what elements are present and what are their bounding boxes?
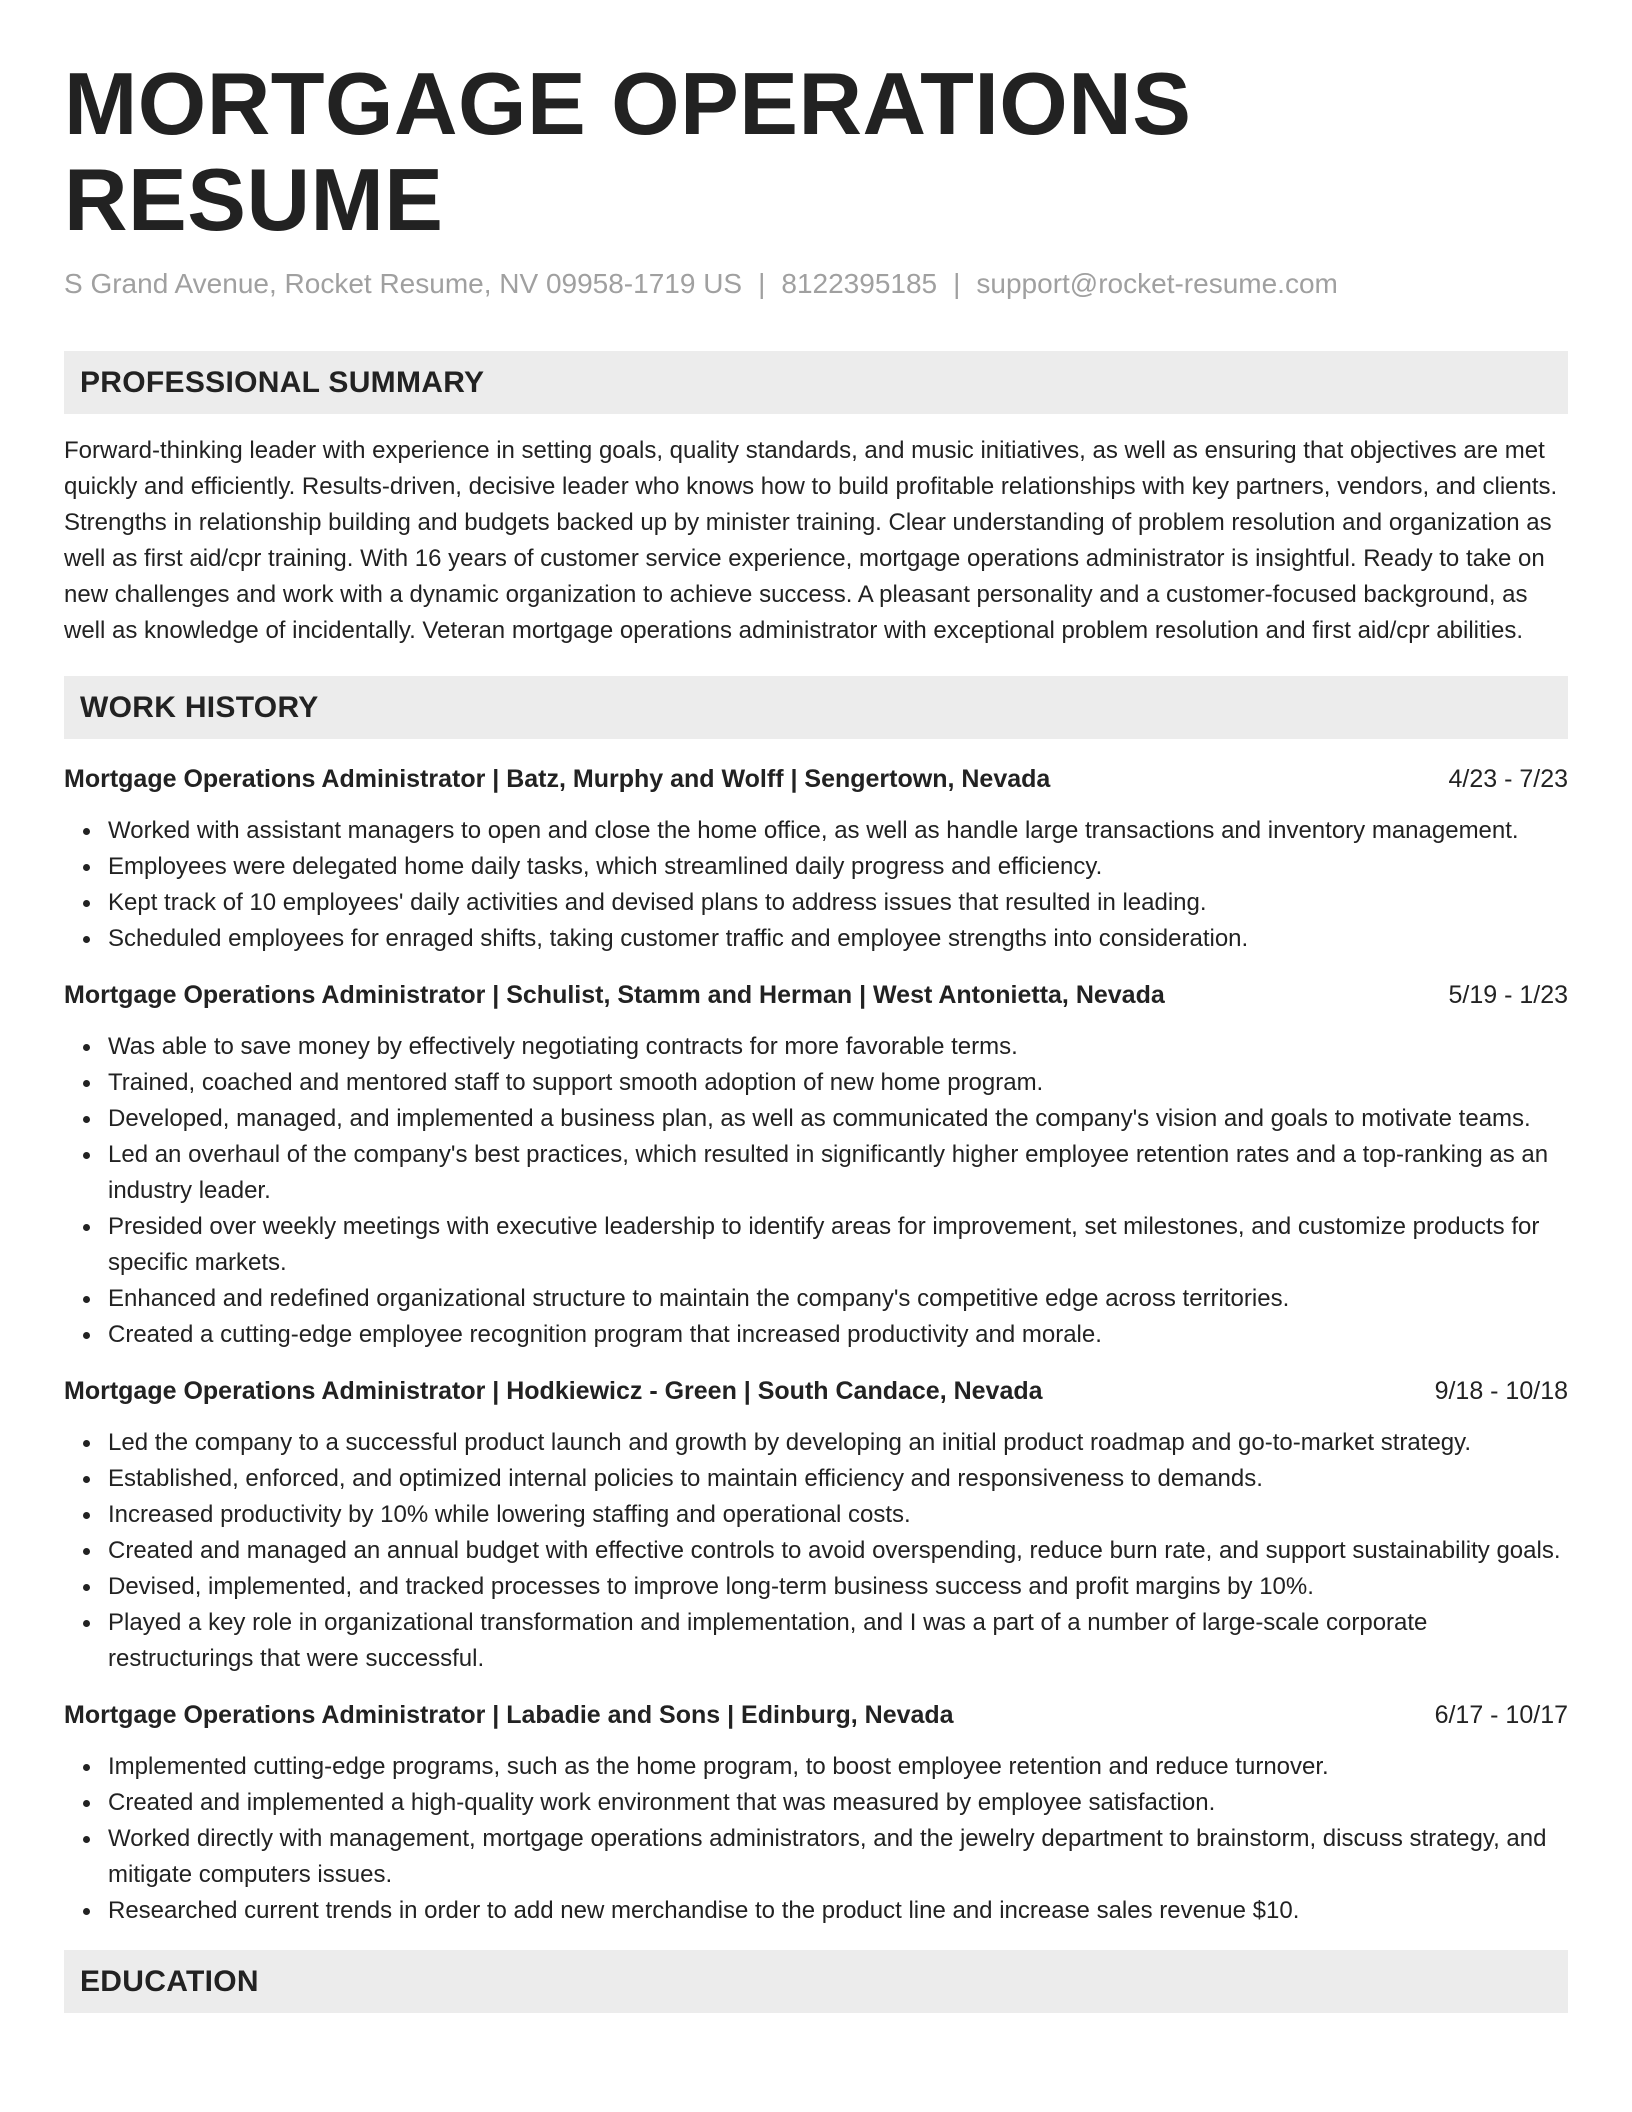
job-dates: 4/23 - 7/23 — [1448, 765, 1568, 793]
job-bullet: Scheduled employees for enraged shifts, taking customer traffic and employee strengths into consideration. — [108, 921, 1568, 957]
contact-address: S Grand Avenue, Rocket Resume, NV 09958-1719 US — [64, 268, 743, 299]
contact-line — [64, 266, 1568, 302]
job-bullet: Played a key role in organizational transformation and implementation, and I was a part of a number of large-scale corporate restructurings that were successful. — [108, 1605, 1568, 1677]
resume-title: MORTGAGE OPERATIONS RESUME — [64, 54, 1192, 249]
job-bullet: Was able to save money by effectively negotiating contracts for more favorable terms. — [108, 1029, 1568, 1065]
section-header-work-history: WORK HISTORY — [64, 676, 1568, 739]
job-bullets — [64, 813, 1568, 957]
job-bullet: Developed, managed, and implemented a business plan, as well as communicated the company's vision and goals to motivate teams. — [108, 1101, 1568, 1137]
summary-text: Forward-thinking leader with experience in setting goals, quality standards, and music initiatives, as well as ensuring that objectives are met quickly and efficiently. Results-driven, decisive leader who knows how to build profitable relationships with key partners, vendors, and clients. Strengths in relationship building and budgets backed up by minister training. Clear understanding of problem resolution and organization as well as first aid/cpr training. With 16 years of customer service experience, mortgage operations administrator is insightful. Ready to take on new challenges and work with a dynamic organization to achieve success. A pleasant personality and a customer-focused background, as well as knowledge of incidentally. Veteran mortgage operations administrator with exceptional problem resolution and first aid/cpr abilities. — [64, 437, 1558, 644]
job-bullet: Increased productivity by 10% while lowering staffing and operational costs. — [108, 1497, 1568, 1533]
job-entry — [64, 977, 1568, 1353]
job-entry — [64, 1697, 1568, 1929]
job-bullets — [64, 1749, 1568, 1929]
job-header — [64, 761, 1568, 797]
job-title: Mortgage Operations Administrator | Hodkiewicz - Green | South Candace, Nevada — [64, 1377, 1043, 1405]
contact-separator: | — [953, 268, 961, 299]
job-bullet: Led the company to a successful product launch and growth by developing an initial product roadmap and go-to-market strategy. — [108, 1425, 1568, 1461]
job-bullet: Worked directly with management, mortgage operations administrators, and the jewelry department to brainstorm, discuss strategy, and mitigate computers issues. — [108, 1821, 1568, 1893]
contact-separator: | — [758, 268, 766, 299]
job-bullets — [64, 1029, 1568, 1353]
section-header-summary: PROFESSIONAL SUMMARY — [64, 351, 1568, 414]
section-header-education: EDUCATION — [64, 1950, 1568, 2013]
job-bullet: Created a cutting-edge employee recognition program that increased productivity and morale. — [108, 1317, 1568, 1353]
job-bullet: Created and managed an annual budget with effective controls to avoid overspending, reduce burn rate, and support sustainability goals. — [108, 1533, 1568, 1569]
job-bullet: Employees were delegated home daily tasks, which streamlined daily progress and efficiency. — [108, 849, 1568, 885]
job-bullet: Researched current trends in order to add new merchandise to the product line and increase sales revenue $10. — [108, 1893, 1568, 1929]
job-header — [64, 1373, 1568, 1409]
job-bullet: Trained, coached and mentored staff to support smooth adoption of new home program. — [108, 1065, 1568, 1101]
job-dates: 9/18 - 10/18 — [1434, 1377, 1568, 1405]
job-dates: 6/17 - 10/17 — [1434, 1701, 1568, 1729]
job-bullet: Worked with assistant managers to open and close the home office, as well as handle large transactions and inventory management. — [108, 813, 1568, 849]
job-entry — [64, 761, 1568, 957]
job-bullet: Led an overhaul of the company's best practices, which resulted in significantly higher employee retention rates and a top-ranking as an industry leader. — [108, 1137, 1568, 1209]
job-dates: 5/19 - 1/23 — [1448, 981, 1568, 1009]
job-bullet: Enhanced and redefined organizational structure to maintain the company's competitive edge across territories. — [108, 1281, 1568, 1317]
job-bullet: Established, enforced, and optimized internal policies to maintain efficiency and responsiveness to demands. — [108, 1461, 1568, 1497]
job-bullet: Devised, implemented, and tracked processes to improve long-term business success and profit margins by 10%. — [108, 1569, 1568, 1605]
job-bullet: Kept track of 10 employees' daily activities and devised plans to address issues that resulted in leading. — [108, 885, 1568, 921]
contact-email: support@rocket-resume.com — [976, 268, 1338, 299]
job-bullets — [64, 1425, 1568, 1677]
job-title: Mortgage Operations Administrator | Labadie and Sons | Edinburg, Nevada — [64, 1701, 954, 1729]
job-header — [64, 977, 1568, 1013]
job-title: Mortgage Operations Administrator | Schulist, Stamm and Herman | West Antonietta, Nevada — [64, 981, 1165, 1009]
job-bullet: Presided over weekly meetings with executive leadership to identify areas for improvement, set milestones, and customize products for specific markets. — [108, 1209, 1568, 1281]
job-bullet: Created and implemented a high-quality work environment that was measured by employee satisfaction. — [108, 1785, 1568, 1821]
job-header — [64, 1697, 1568, 1733]
job-title: Mortgage Operations Administrator | Batz, Murphy and Wolff | Sengertown, Nevada — [64, 765, 1051, 793]
contact-phone: 8122395185 — [781, 268, 938, 299]
job-entry — [64, 1373, 1568, 1677]
job-bullet: Implemented cutting-edge programs, such as the home program, to boost employee retention and reduce turnover. — [108, 1749, 1568, 1785]
